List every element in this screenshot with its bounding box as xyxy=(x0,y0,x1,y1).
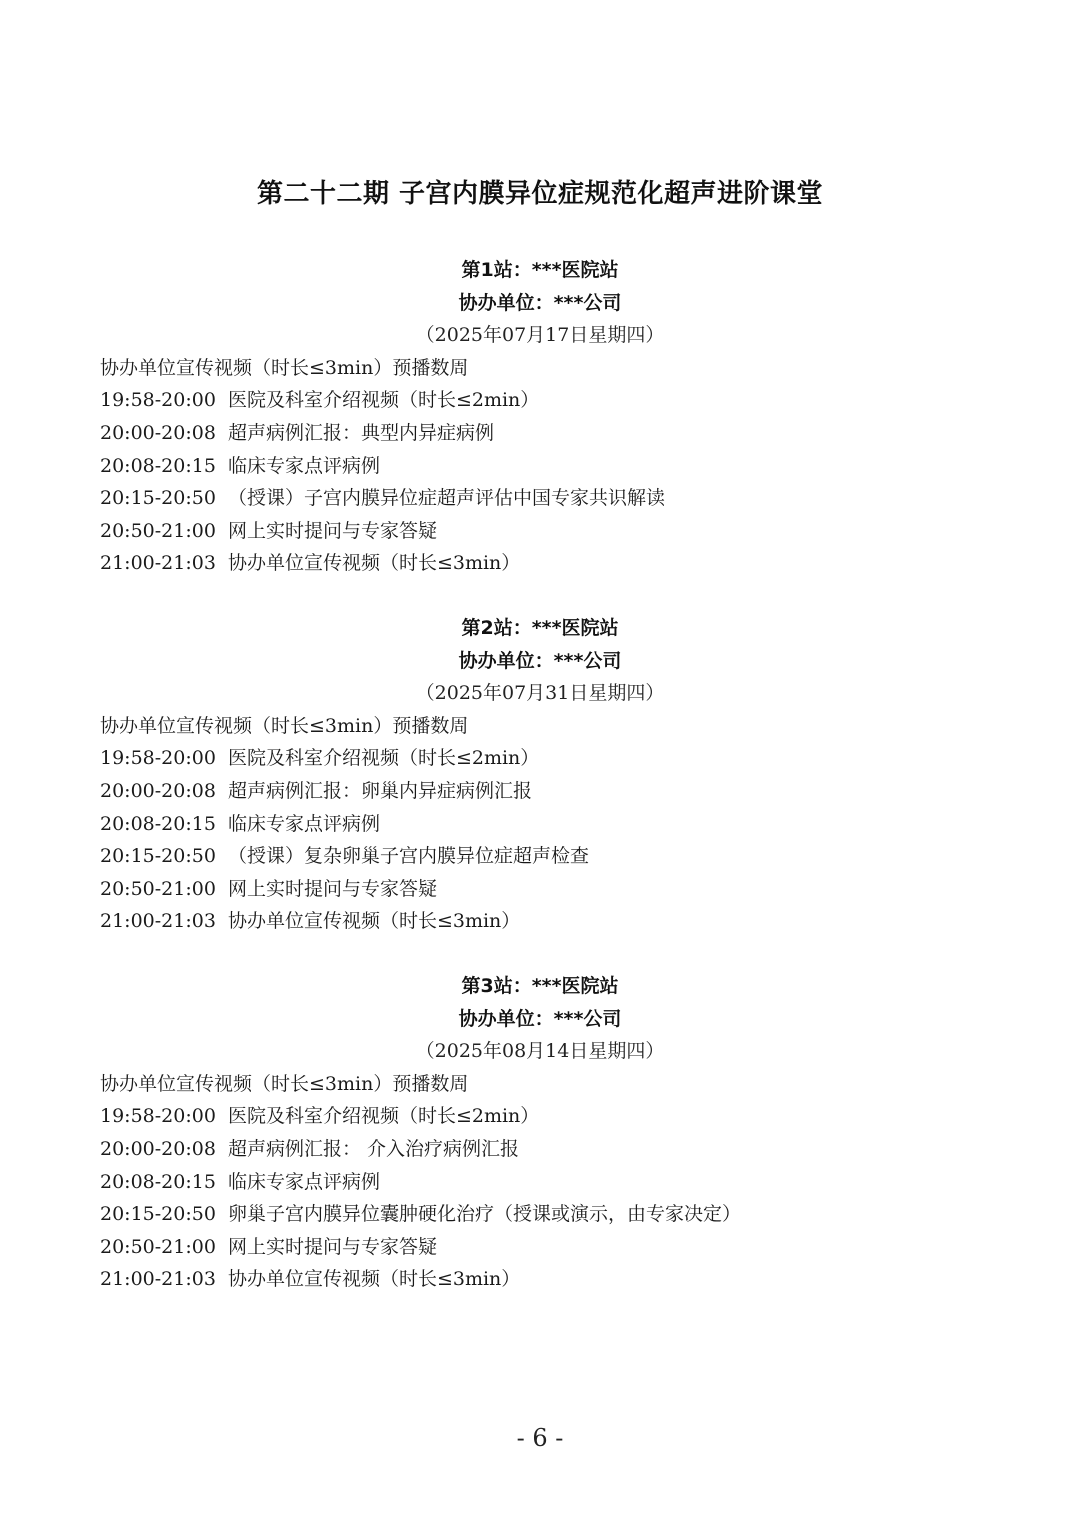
agenda-time: 20:15-20:50 xyxy=(100,1203,216,1226)
agenda-item-text: 协办单位宣传视频（时长≤3min）预播数周 xyxy=(100,356,469,379)
agenda-item-text: 临床专家点评病例 xyxy=(227,1170,380,1193)
agenda-item xyxy=(100,710,1080,743)
station-date: （2025年07月17日星期四） xyxy=(415,324,665,347)
agenda-time: 20:50-21:00 xyxy=(100,877,216,900)
agenda-item-text: 协办单位宣传视频（时长≤3min） xyxy=(227,552,521,575)
agenda-time: 19:58-20:00 xyxy=(100,389,216,412)
station-organizer: 协办单位：***公司 xyxy=(458,1007,622,1030)
agenda-item xyxy=(100,515,1080,548)
station-heading: 第1站：***医院站 xyxy=(461,259,619,281)
page-number: - 6 - xyxy=(516,1424,564,1452)
agenda-item xyxy=(100,417,1080,450)
agenda-item-text: 协办单位宣传视频（时长≤3min） xyxy=(227,910,521,933)
agenda-item-text: （授课）子宫内膜异位症超声评估中国专家共识解读 xyxy=(227,487,665,510)
agenda-time: 21:00-21:03 xyxy=(100,910,216,933)
agenda-item xyxy=(100,1166,1080,1199)
agenda-time: 20:50-21:00 xyxy=(100,1235,216,1258)
agenda-item xyxy=(100,352,1080,385)
agenda-time: 20:15-20:50 xyxy=(100,487,216,510)
agenda-item xyxy=(100,547,1080,580)
agenda-item-text: 超声病例汇报： 介入治疗病例汇报 xyxy=(227,1137,519,1160)
agenda-item-text: 超声病例汇报：典型内异症病例 xyxy=(227,421,494,444)
agenda-item-text: 协办单位宣传视频（时长≤3min） xyxy=(227,1268,521,1291)
agenda-list xyxy=(0,710,1080,938)
agenda-item-text: 卵巢子宫内膜异位囊肿硬化治疗（授课或演示，由专家决定） xyxy=(227,1203,741,1226)
agenda-item xyxy=(100,384,1080,417)
agenda-item-text: 网上实时提问与专家答疑 xyxy=(227,1235,437,1258)
station-3-section xyxy=(0,970,1080,1296)
agenda-item xyxy=(100,905,1080,938)
station-organizer: 协办单位：***公司 xyxy=(458,291,622,314)
agenda-item-text: 临床专家点评病例 xyxy=(227,454,380,477)
agenda-item-text: 超声病例汇报：卵巢内异症病例汇报 xyxy=(227,779,532,802)
agenda-list xyxy=(0,352,1080,580)
station-1-section xyxy=(0,254,1080,580)
agenda-item-text: （授课）复杂卵巢子宫内膜异位症超声检查 xyxy=(227,845,589,868)
agenda-item xyxy=(100,775,1080,808)
station-organizer: 协办单位：***公司 xyxy=(458,649,622,672)
agenda-time: 20:08-20:15 xyxy=(100,1170,216,1193)
agenda-time: 21:00-21:03 xyxy=(100,1268,216,1291)
agenda-time: 19:58-20:00 xyxy=(100,1105,216,1128)
agenda-time: 19:58-20:00 xyxy=(100,747,216,770)
agenda-time: 21:00-21:03 xyxy=(100,552,216,575)
agenda-item xyxy=(100,450,1080,483)
station-date: （2025年08月14日星期四） xyxy=(415,1040,665,1063)
agenda-item xyxy=(100,1133,1080,1166)
agenda-time: 20:08-20:15 xyxy=(100,454,216,477)
station-2-section xyxy=(0,612,1080,938)
station-heading: 第3站：***医院站 xyxy=(461,975,619,997)
agenda-item-text: 临床专家点评病例 xyxy=(227,812,380,835)
agenda-time: 20:00-20:08 xyxy=(100,1137,216,1160)
agenda-item xyxy=(100,873,1080,906)
agenda-item-text: 网上实时提问与专家答疑 xyxy=(227,877,437,900)
agenda-list xyxy=(0,1068,1080,1296)
agenda-item-text: 协办单位宣传视频（时长≤3min）预播数周 xyxy=(100,714,469,737)
station-date: （2025年07月31日星期四） xyxy=(415,682,665,705)
agenda-item xyxy=(100,1100,1080,1133)
agenda-item xyxy=(100,742,1080,775)
agenda-item xyxy=(100,840,1080,873)
agenda-item xyxy=(100,482,1080,515)
agenda-item-text: 医院及科室介绍视频（时长≤2min） xyxy=(227,747,540,770)
agenda-item-text: 网上实时提问与专家答疑 xyxy=(227,519,437,542)
agenda-time: 20:15-20:50 xyxy=(100,845,216,868)
agenda-time: 20:08-20:15 xyxy=(100,812,216,835)
agenda-item-text: 协办单位宣传视频（时长≤3min）预播数周 xyxy=(100,1072,469,1095)
agenda-item-text: 医院及科室介绍视频（时长≤2min） xyxy=(227,1105,540,1128)
agenda-item xyxy=(100,808,1080,841)
agenda-item xyxy=(100,1068,1080,1101)
agenda-item xyxy=(100,1198,1080,1231)
page-title: 第二十二期 子宫内膜异位症规范化超声进阶课堂 xyxy=(256,179,824,209)
agenda-time: 20:00-20:08 xyxy=(100,779,216,802)
agenda-time: 20:50-21:00 xyxy=(100,519,216,542)
agenda-item xyxy=(100,1263,1080,1296)
station-heading: 第2站：***医院站 xyxy=(461,617,619,639)
agenda-time: 20:00-20:08 xyxy=(100,421,216,444)
agenda-item-text: 医院及科室介绍视频（时长≤2min） xyxy=(227,389,540,412)
agenda-item xyxy=(100,1231,1080,1264)
